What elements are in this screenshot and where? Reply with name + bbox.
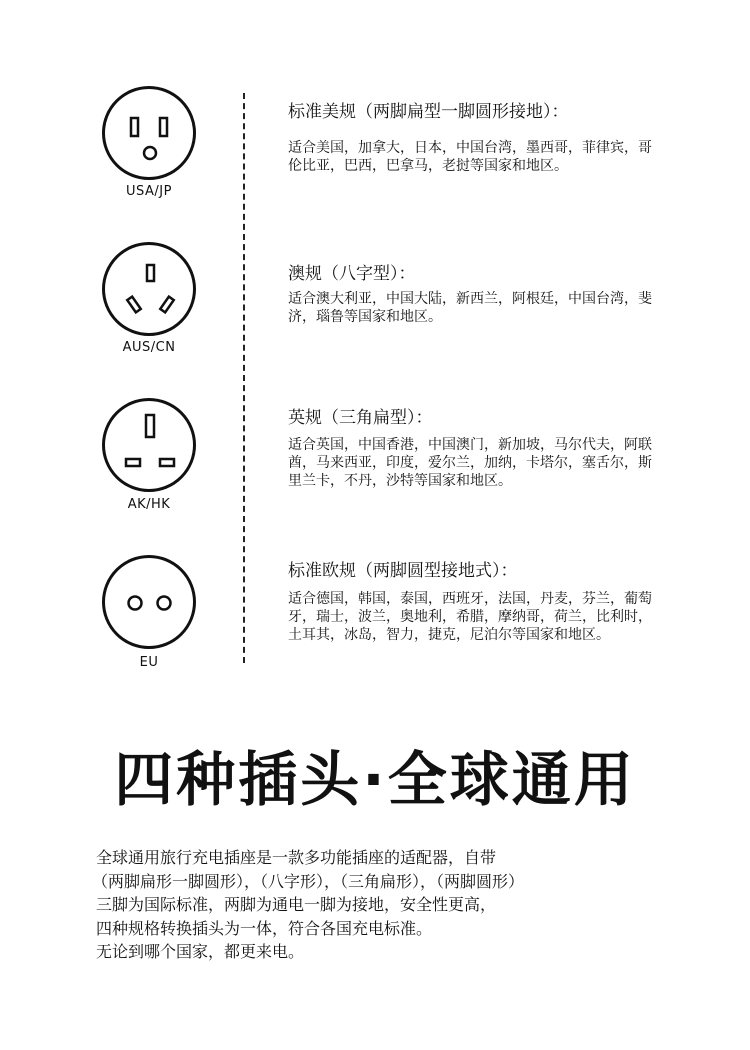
summary-line: 三脚为国际标准，两脚为通电一脚为接地，安全性更高，: [96, 895, 497, 914]
plug-label-uk: AK/HK: [127, 497, 171, 512]
plug-label-aus: AUS/CN: [122, 340, 176, 355]
uk-standard-description: 适合英国，中国香港，中国澳门，新加坡，马尔代夫，阿联酋，马来西亚，印度，爱尔兰，加纳，卡塔尔，塞舌尔，斯里兰卡，不丹，沙特等国家和地区。: [288, 437, 652, 489]
usa-standard-description: 适合美国，加拿大，日本，中国台湾，墨西哥，菲律宾，哥伦比亚，巴西，巴拿马，老挝等国家和地区。: [288, 140, 652, 174]
summary-line: （两脚扁形一脚圆形），（八字形），（三角扁形），（两脚圆形）: [92, 871, 525, 891]
uk-plug-icon: [102, 398, 196, 492]
eu-standard-description: 适合德国，韩国，泰国，西班牙，法国，丹麦，芬兰，葡萄牙，瑞士，波兰，奥地利，希腊，摩纳哥，荷兰，比利时，土耳其，冰岛，智力，捷克，尼泊尔等国家和地区。: [288, 591, 652, 643]
eu-plug-icon: [102, 555, 196, 649]
aus-standard-description: 适合澳大利亚，中国大陆，新西兰，阿根廷，中国台湾，斐济，瑙鲁等国家和地区。: [288, 291, 652, 325]
plug-label-usa: USA/JP: [126, 184, 172, 199]
aus-plug-icon: [102, 242, 196, 336]
summary-line: 全球通用旅行充电插座是一款多功能插座的适配器，自带: [96, 848, 497, 867]
usa-standard-title: 标准美规（两脚扁型一脚圆形接地）：: [288, 102, 569, 122]
summary-line: 无论到哪个国家，都更来电。: [96, 942, 305, 961]
dashed-divider: [243, 93, 245, 663]
aus-standard-title: 澳规（八字型）：: [288, 264, 416, 284]
summary-text: [92, 846, 686, 964]
eu-standard-title: 标准欧规（两脚圆型接地式）：: [288, 561, 518, 581]
usa-plug-icon: [102, 86, 196, 180]
plug-label-eu: EU: [139, 655, 159, 670]
headline: 四种插头·全球通用: [114, 745, 636, 814]
summary-line: 四种规格转换插头为一体，符合各国充电标准。: [96, 918, 433, 938]
uk-standard-title: 英规（三角扁型）：: [288, 408, 433, 428]
